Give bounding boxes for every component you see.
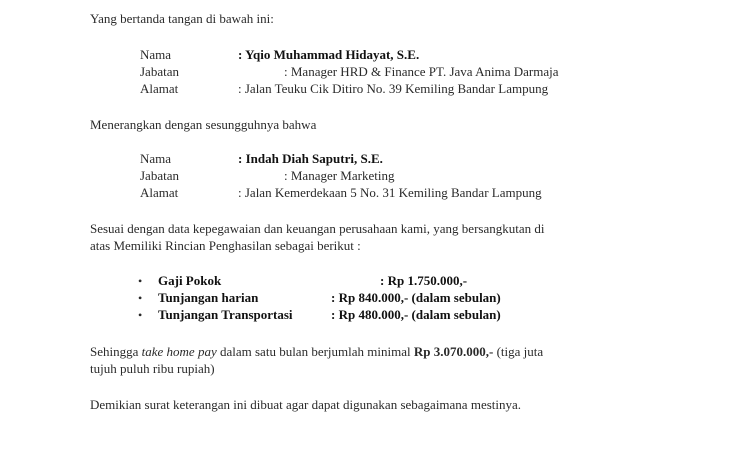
signer-address-value: : Jalan Teuku Cik Ditiro No. 39 Kemiling Bandar Lampung	[238, 81, 549, 96]
bullet-icon: •	[138, 291, 143, 305]
employee-position-label: Jabatan	[140, 168, 179, 183]
summary-line-1	[90, 344, 543, 360]
summary-middle: dalam satu bulan berjumlah minimal	[216, 344, 414, 359]
paragraph-line-2: atas Memiliki Rincian Penghasilan sebagai berikut :	[90, 238, 361, 253]
income-label-tunjangan-harian: Tunjangan harian	[158, 290, 259, 305]
signer-name-label: Nama	[140, 47, 172, 62]
closing-text: Demikian surat keterangan ini dibuat agar dapat digunakan sebagaimana mestinya.	[90, 397, 522, 412]
intro-text: Yang bertanda tangan di bawah ini:	[90, 11, 274, 26]
bullet-icon: •	[138, 308, 143, 322]
income-label-gaji-pokok: Gaji Pokok	[158, 273, 222, 288]
employee-address-value: : Jalan Kemerdekaan 5 No. 31 Kemiling Bandar Lampung	[238, 185, 542, 200]
signer-position-value: : Manager HRD & Finance PT. Java Anima Darmaja	[284, 64, 559, 79]
employee-name-value: : Indah Diah Saputri, S.E.	[238, 151, 383, 166]
bullet-icon: •	[138, 274, 143, 288]
income-value-gaji-pokok: : Rp 1.750.000,-	[380, 273, 468, 288]
summary-amount: Rp 3.070.000,-	[413, 344, 494, 359]
signer-name-value: : Yqio Muhammad Hidayat, S.E.	[238, 47, 420, 62]
signer-position-label: Jabatan	[140, 64, 179, 79]
employee-address-label: Alamat	[140, 185, 179, 200]
statement-text: Menerangkan dengan sesungguhnya bahwa	[90, 117, 317, 132]
signer-address-label: Alamat	[140, 81, 179, 96]
summary-prefix: Sehingga	[90, 344, 142, 359]
income-label-tunjangan-transportasi: Tunjangan Transportasi	[158, 307, 293, 322]
summary-line-2: tujuh puluh ribu rupiah)	[90, 361, 215, 376]
paragraph-line-1: Sesuai dengan data kepegawaian dan keuangan perusahaan kami, yang bersangkutan di	[90, 221, 545, 236]
income-value-tunjangan-transportasi: : Rp 480.000,- (dalam sebulan)	[331, 307, 501, 322]
summary-suffix: (tiga juta	[493, 344, 544, 359]
income-value-tunjangan-harian: : Rp 840.000,- (dalam sebulan)	[331, 290, 501, 305]
employee-name-label: Nama	[140, 151, 172, 166]
summary-take-home-pay: take home pay	[141, 344, 217, 359]
employee-position-value: : Manager Marketing	[284, 168, 395, 183]
